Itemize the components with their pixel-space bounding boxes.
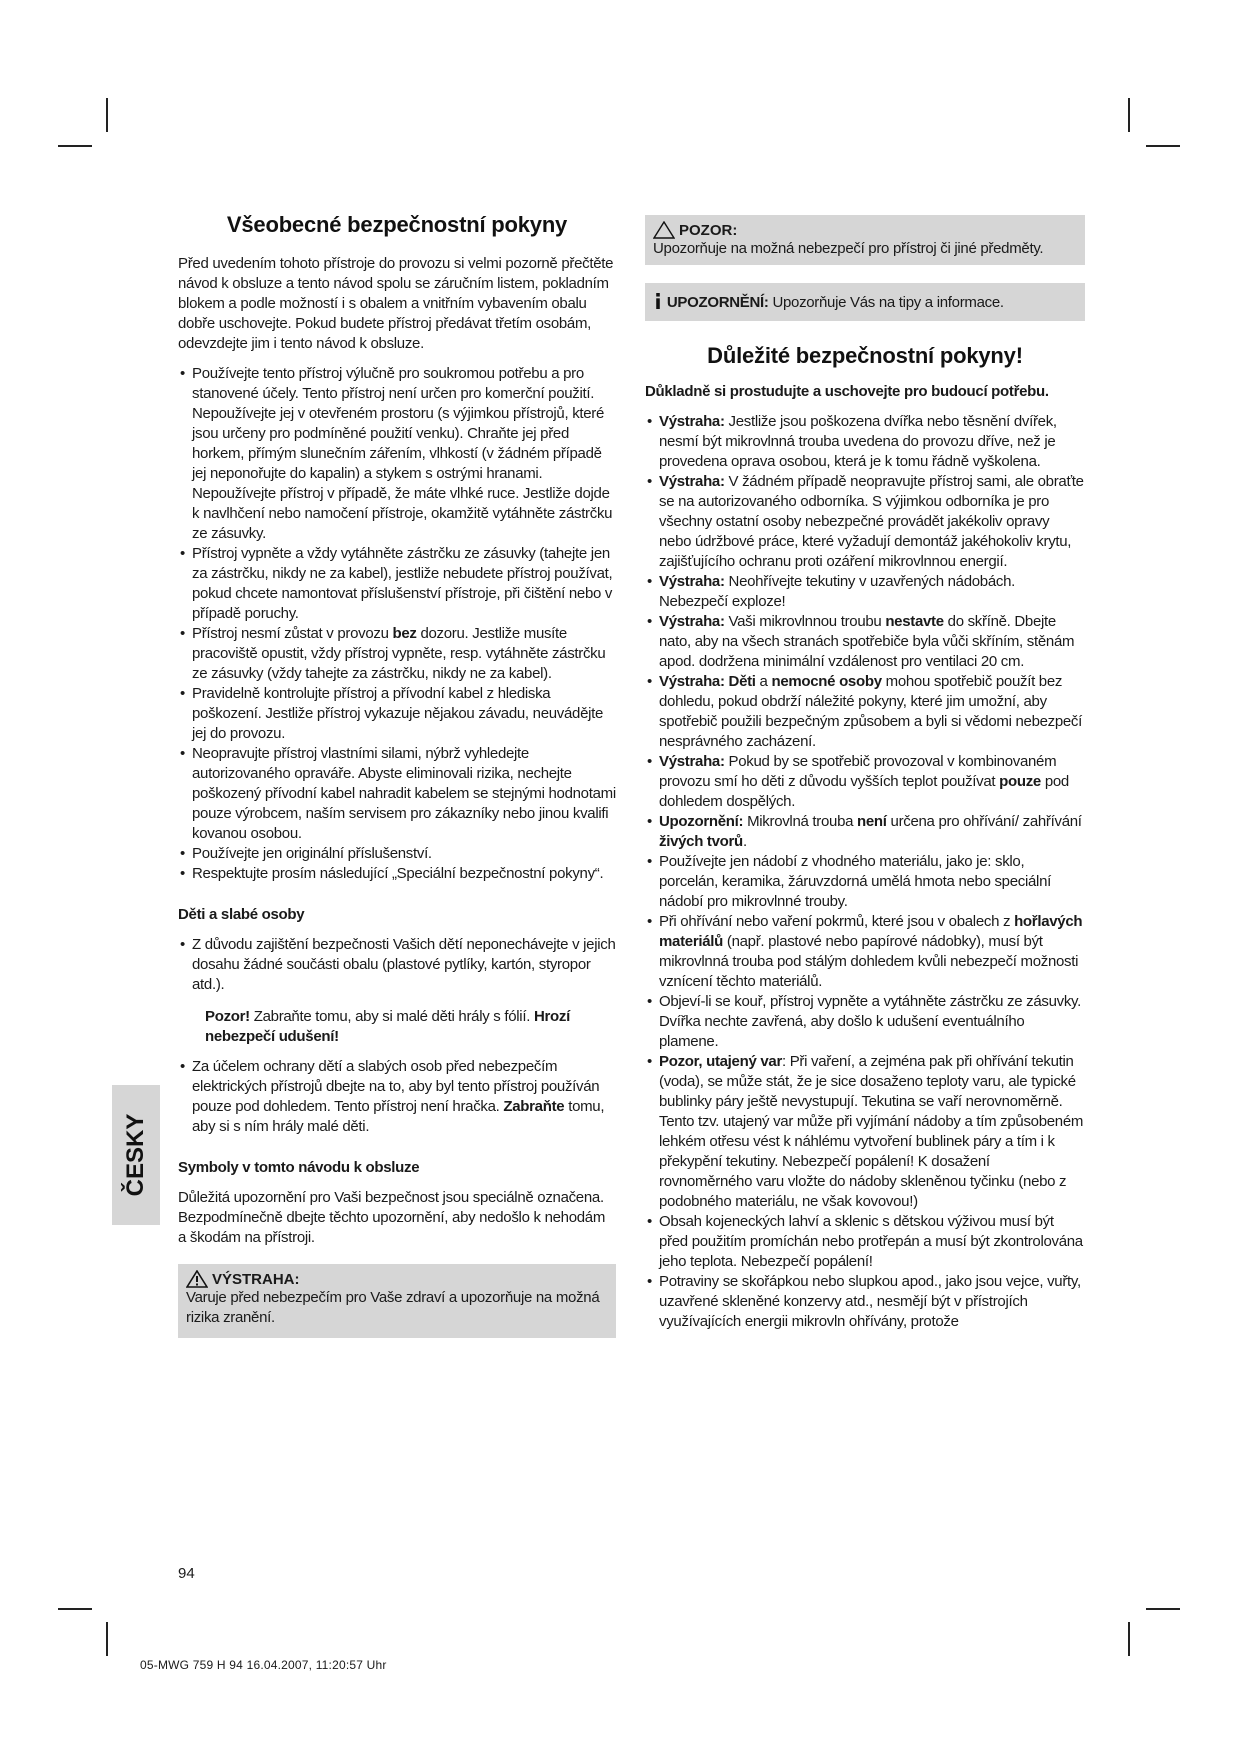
crop-mark <box>106 98 108 132</box>
caution-label: POZOR: <box>679 221 738 239</box>
suffocation-warning: Pozor! Zabraňte tomu, aby si malé děti hrály s fólií. Hrozí nebezpečí udušení! <box>205 1008 570 1045</box>
list-item: • Výstraha: V žádném případě neopravujte přístroj sami, ale obraťte se na autorizovaného odborníka. S výjimkou odborníka je pro všechny ostatní osoby nebezpečné provádět jakékoliv opravy nebo údržbové práce, které vyžadují demontáž jakéhokoliv krytu, zajišťujícího ochranu proti ozáření mikrovlnnou energií. <box>645 472 1085 572</box>
warning-text: Varuje před nebezpečím pro Vaše zdraví a upozorňuje na možná rizika zranění. <box>186 1289 600 1326</box>
warning-box <box>178 1264 616 1338</box>
list-item: • Objeví-li se kouř, přístroj vypněte a vytáhněte zástrčku ze zásuvky. Dvířka nechte zavřená, aby došlo k udušení eventuálního plamene. <box>645 992 1085 1052</box>
children-list-2 <box>178 1057 616 1137</box>
general-safety-list <box>178 364 616 884</box>
list-item: • Výstraha: Vaši mikrovlnnou troubu nestavte do skříně. Dbejte nato, aby na všech stranách spotřebiče byla vůči skříním, stěnám apod. dodržena minimální vzdálenost pro ventilaci 20 cm. <box>645 612 1085 672</box>
symbols-heading: Symboly v tomto návodu k obsluze <box>178 1159 420 1176</box>
list-item: • Používejte tento přístroj výlučně pro soukromou potřebu a pro stanovené účely. Tento přístroj není určen pro komerční použití. Nepoužívejte jej v otevřeném prostoru (s výjimkou přístrojů, které jsou určeny pro podmíněné použití venku). Chraňte jej před horkem, přímým slunečním zářením, vlhkostí (v žádném případě jej neponořujte do kapalin) a stykem s ostrými hranami. Nepoužívejte přístroj v případě, že máte vlhké ruce. Jestliže dojde k navlhčení nebo namočení přístroje, okamžitě vytáhněte zástrčku ze zásuvky. <box>178 364 616 544</box>
language-label: ČESKY <box>122 1113 149 1197</box>
crop-mark <box>1128 1622 1130 1656</box>
crop-mark <box>106 1622 108 1656</box>
children-list <box>178 935 616 995</box>
crop-mark <box>58 1608 92 1610</box>
list-item: • Pozor, utajený var: Při vaření, a zejména pak při ohřívání tekutin (voda), se může stát, že je sice dosaženo teploty varu, ale typické bublinky páry ještě nevystupují. Tekutina se vaří nerovnoměrně. Tento tzv. utajený var může při vyjímání nádoby a tím způsobeném lehkém otřesu vést k náhlému vytvoření bublinek páry a tím i k překypění tekutiny. Nebezpečí popálení! K dosažení rovnoměrného varu vložte do nádoby skleněnou tyčinku (nebo z podobného materiálu, ne však kovovou!) <box>645 1052 1085 1212</box>
caution-box <box>645 215 1085 265</box>
list-item: • Obsah kojeneckých lahví a sklenic s dětskou výživou musí být před použitím promíchán nebo protřepán a musí být zkontrolována jeho teplota. Nebezpečí popálení! <box>645 1212 1085 1272</box>
left-column <box>178 212 616 1338</box>
right-title: Důležité bezpečnostní pokyny! <box>707 343 1023 368</box>
notice-box <box>645 283 1085 321</box>
print-footer: 05-MWG 759 H 94 16.04.2007, 11:20:57 Uhr <box>140 1658 387 1672</box>
list-item: • Přístroj vypněte a vždy vytáhněte zástrčku ze zásuvky (tahejte jen za zástrčku, nikdy ne za kabel), jestliže nebudete přístroj používat, pokud chcete namontovat příslušenství přístroje, při čištění nebo v případě poruchy. <box>178 544 616 624</box>
list-item: • Upozornění: Mikrovlná trouba není určena pro ohřívání/ zahřívání živých tvorů. <box>645 812 1085 852</box>
list-item: • Za účelem ochrany dětí a slabých osob před nebezpečím elektrických přístrojů dbejte na to, aby byl tento přístroj používán pouze pod dohledem. Tento přístroj není hračka. Zabraňte tomu, aby si s ním hrály malé děti. <box>178 1057 616 1137</box>
list-item: • Respektujte prosím následující „Speciální bezpečnostní pokyny“. <box>178 864 616 884</box>
list-item: • Při ohřívání nebo vaření pokrmů, které jsou v obalech z hořlavých materiálů (např. plastové nebo papírové nádobky), musí být mikrovlnná trouba pod stálým dohledem kvůli nebezpečí možnosti vznícení těchto materiálů. <box>645 912 1085 992</box>
list-item: • Používejte jen originální příslušenství. <box>178 844 616 864</box>
list-item: • Potraviny se skořápkou nebo slupkou apod., jako jsou vejce, vuřty, uzavřené skleněné konzervy atd., nesmějí být v přístrojích využívajících energii mikrovln ohřívány, protože <box>645 1272 1085 1332</box>
list-item: • Používejte jen nádobí z vhodného materiálu, jako je: sklo, porcelán, keramika, žáruvzdorná umělá hmota nebo speciální nádobí pro mikrovlnné trouby. <box>645 852 1085 912</box>
right-column <box>645 215 1085 1332</box>
left-title: Všeobecné bezpečnostní pokyny <box>226 212 568 237</box>
children-heading: Děti a slabé osoby <box>178 906 305 923</box>
warning-label: VÝSTRAHA: <box>212 1270 300 1288</box>
page-number: 94 <box>178 1565 195 1582</box>
important-safety-list <box>645 412 1085 1332</box>
info-icon <box>653 293 663 309</box>
crop-mark <box>58 145 92 147</box>
crop-mark <box>1146 145 1180 147</box>
intro-paragraph: Před uvedením tohoto přístroje do provozu si velmi pozorně přečtěte návod k obsluze a tento návod spolu se záručním listem, pokladním blokem a podle možností i s obalem a vnitřním vybavením obalu dobře uschovejte. Pokud budete přístroj předávat třetím osobám, odevzdejte jim i tento návod k obsluze. <box>178 255 614 352</box>
language-tab <box>112 1085 160 1225</box>
notice-text: Upozorňuje Vás na tipy a informace. <box>768 294 1004 311</box>
list-item: • Výstraha: Jestliže jsou poškozena dvířka nebo těsnění dvířek, nesmí být mikrovlnná trouba uvedena do provozu dříve, než je provedena oprava osobou, která je k tomu řádně vyškolena. <box>645 412 1085 472</box>
symbols-paragraph: Důležitá upozornění pro Vaši bezpečnost jsou speciálně označena. Bezpodmínečně dbejte těchto upozornění, aby nedošlo k nehodám a škodám na přístroji. <box>178 1189 606 1246</box>
caution-text: Upozorňuje na možná nebezpečí pro přístroj či jiné předměty. <box>653 240 1044 257</box>
warning-triangle-icon <box>186 1270 208 1288</box>
list-item: • Pravidelně kontrolujte přístroj a přívodní kabel z hlediska poškození. Jestliže přístroj vykazuje nějakou závadu, neuvádějte jej do provozu. <box>178 684 616 744</box>
list-item: • Výstraha: Neohřívejte tekutiny v uzavřených nádobách. Nebezpečí exploze! <box>645 572 1085 612</box>
right-lead: Důkladně si prostudujte a uschovejte pro budoucí potřebu. <box>645 383 1049 400</box>
notice-label: UPOZORNĚNÍ: <box>666 294 769 311</box>
list-item: • Neopravujte přístroj vlastními silami, nýbrž vyhledejte autorizovaného opraváře. Abyste eliminovali rizika, nechejte poškozený přívodní kabel nahradit kabelem se stejnými hodnotami pouze výrobcem, naším servisem pro zákazníky nebo jinou kvalifi kovanou osobou. <box>178 744 616 844</box>
list-item: • Výstraha: Pokud by se spotřebič provozoval v kombinovaném provozu smí ho děti z důvodu vyšších teplot používat pouze pod dohledem dospělých. <box>645 752 1085 812</box>
crop-mark <box>1128 98 1130 132</box>
list-item: • Výstraha: Děti a nemocné osoby mohou spotřebič použít bez dohledu, pokud obdrží náležité pokyny, které jim umožní, aby spotřebič použili bezpečným způsobem a byli si vědomi nebezpečí nesprávného zacházení. <box>645 672 1085 752</box>
list-item: • Z důvodu zajištění bezpečnosti Vašich dětí neponechávejte v jejich dosahu žádné součásti obalu (plastové pytlíky, kartón, styropor atd.). <box>178 935 616 995</box>
caution-triangle-icon <box>653 221 675 239</box>
crop-mark <box>1146 1608 1180 1610</box>
list-item: • Přístroj nesmí zůstat v provozu bez dozoru. Jestliže musíte pracoviště opustit, vždy přístroj vypněte, resp. vytáhněte zástrčku ze zásuvky (vždy tahejte za zástrčku, nikdy ne za kabel). <box>178 624 616 684</box>
